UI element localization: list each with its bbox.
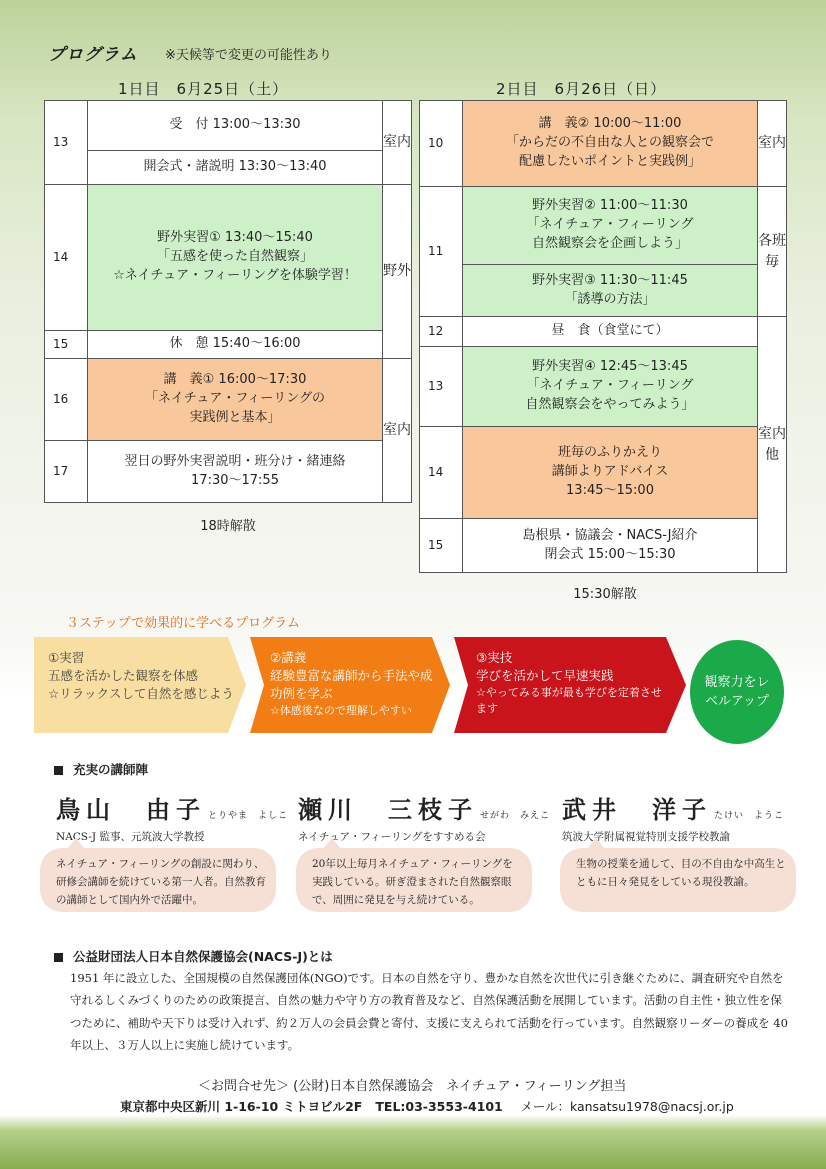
hour-label: 12 [420,317,463,347]
step-3 [454,637,686,733]
lecturer-name: 瀬川 三枝子 [298,795,478,824]
steps-title: ３ステップで効果的に学べるプログラム [66,616,301,631]
bubble-tail [322,838,342,850]
lecturer-kana: せがわ みえこ [480,811,551,821]
schedule-item: 受 付 13:00〜13:30 [88,101,383,151]
step-head: ②講義 [270,650,307,665]
lecturer-name: 武井 洋子 [562,795,712,824]
location-label: 室内他 [758,317,787,573]
lecturer-title: ネイチュア・フィーリングをすすめる会 [298,831,486,843]
schedule-item: 休 憩 15:40〜16:00 [88,331,383,359]
hour-label: 11 [420,187,463,317]
day1-title: 1日目 6月25日（土） [118,80,289,98]
step-1 [34,637,246,733]
bubble-tail [586,838,606,850]
hour-label: 14 [420,427,463,519]
lecturer-name: 鳥山 由子 [56,795,206,824]
lecturer-bio: 20年以上毎月ネイチュア・フィーリングを実践している。研ぎ澄まされた自然観察眼で、周囲に発見を与え続けている。 [312,858,513,906]
lecturer-title: 筑波大学附属視覚特別支援学校教諭 [562,831,730,843]
hour-label: 13 [420,347,463,427]
lecturer-bio-bubble [560,848,796,912]
contact-heading: ＜お問合せ先＞ (公財)日本自然保護協会 ネイチュア・フィーリング担当 [198,1079,627,1094]
nacs-description: 1951 年に設立した、全国規模の自然保護団体(NGO)です。日本の自然を守り、豊かな自然を次世代に引き継ぐために、調査研究や自然を守れるしくみづくりのための政策提言、自然の魅力や守り方の教育普及など、自然保護活動を展開しています。活動の自主性・独立性を保つために、補助や天下りは受け入れず、約２万人の会員会費と寄付、支援に支えられて活動を行っています。自然観察リーダーの養成を 40 年以上、３万人以上に実施し続けています。 [70,971,788,1053]
step-head: ③実技 [476,650,513,665]
schedule-item: 島根県・協議会・NACS-J紹介 閉会式 15:00〜15:30 [463,519,758,573]
step-sub: ☆やってみる事が最も学びを定着させます [476,686,662,716]
contact-address: 東京都中央区新川 1-16-10 ミトヨビル2F [120,1099,363,1114]
day1-dismissal: 18時解散 [200,519,256,534]
hour-label: 13 [45,101,88,185]
hour-label: 15 [45,331,88,359]
step-sub: ☆体感後なので理解しやすい [270,704,412,718]
lecturer-card [56,790,296,844]
step-head: ①実習 [48,650,85,665]
lecturer-kana: たけい ようこ [714,811,785,821]
day2-title: 2日目 6月26日（日） [496,80,667,98]
day1-schedule-table [44,100,412,503]
day2-dismissal: 15:30解散 [573,587,637,602]
schedule-item: 開会式・諸説明 13:30〜13:40 [88,151,383,185]
square-bullet-icon [54,953,63,962]
lecturer-card [562,790,802,844]
schedule-item: 講 義② 10:00〜11:00 「からだの不自由な人との観察会で 配慮したいポイントと実践例」 [463,101,758,187]
step-2 [250,637,450,733]
location-label: 各班毎 [758,187,787,317]
lecturer-bio-bubble [40,848,276,912]
location-label: 室内 [383,101,412,185]
step-body: 経験豊富な講師から手法や成功例を学ぶ [270,668,433,702]
program-title: プログラム [48,45,138,65]
lecturer-title: NACS-J 監事、元筑波大学教授 [56,831,205,843]
schedule-item: 野外実習③ 11:30〜11:45 「誘導の方法」 [463,265,758,317]
weather-note: ※天候等で変更の可能性あり [165,48,332,63]
schedule-item: 講 義① 16:00〜17:30 「ネイチュア・フィーリングの 実践例と基本」 [88,359,383,441]
hour-label: 17 [45,441,88,503]
lecturer-card [298,790,558,844]
contact-tel: TEL:03-3553-4101 [375,1099,503,1114]
location-label: 室内 [383,359,412,503]
contact-mail[interactable]: メール：kansatsu1978@nacsj.or.jp [520,1099,734,1114]
lecturer-bio: 生物の授業を通して、目の不自由な中高生とともに日々発見をしている現役教諭。 [576,858,786,888]
location-label: 野外 [383,185,412,359]
goal-text: 観察力をレベルアップ [704,674,770,709]
hour-label: 15 [420,519,463,573]
goal-circle [690,640,784,744]
schedule-item: 野外実習④ 12:45〜13:45 「ネイチュア・フィーリング 自然観察会をやってみよう」 [463,347,758,427]
lecturers-heading: 充実の講師陣 [54,760,148,778]
location-label: 室内 [758,101,787,187]
schedule-item: 昼 食（食堂にて） [463,317,758,347]
step-body: 五感を活かした観察を体感 [48,668,199,684]
lecturer-kana: とりやま よしこ [208,811,289,821]
nacs-heading: 公益財団法人日本自然保護協会(NACS-J)とは [54,947,333,965]
hour-label: 14 [45,185,88,331]
hour-label: 16 [45,359,88,441]
square-bullet-icon [54,766,63,775]
step-body: 学びを活かして早速実践 [476,668,614,684]
bubble-tail [66,838,86,850]
contact-details [120,1097,734,1115]
lecturer-bio: ネイチュア・フィーリングの創設に関わり、研修会講師を続けている第一人者。自然教育の講師として国内外で活躍中。 [56,858,266,906]
hour-label: 10 [420,101,463,187]
schedule-item: 野外実習① 13:40〜15:40 「五感を使った自然観察」 ☆ネイチュア・フィーリングを体験学習！ [88,185,383,331]
schedule-item: 野外実習② 11:00〜11:30 「ネイチュア・フィーリング 自然観察会を企画しよう」 [463,187,758,265]
lecturer-bio-bubble [296,848,532,912]
day2-schedule-table [419,100,787,573]
step-sub: ☆リラックスして自然を感じよう [48,686,234,702]
schedule-item: 翌日の野外実習説明・班分け・緒連絡 17:30〜17:55 [88,441,383,503]
schedule-item: 班毎のふりかえり 講師よりアドバイス 13:45〜15:00 [463,427,758,519]
